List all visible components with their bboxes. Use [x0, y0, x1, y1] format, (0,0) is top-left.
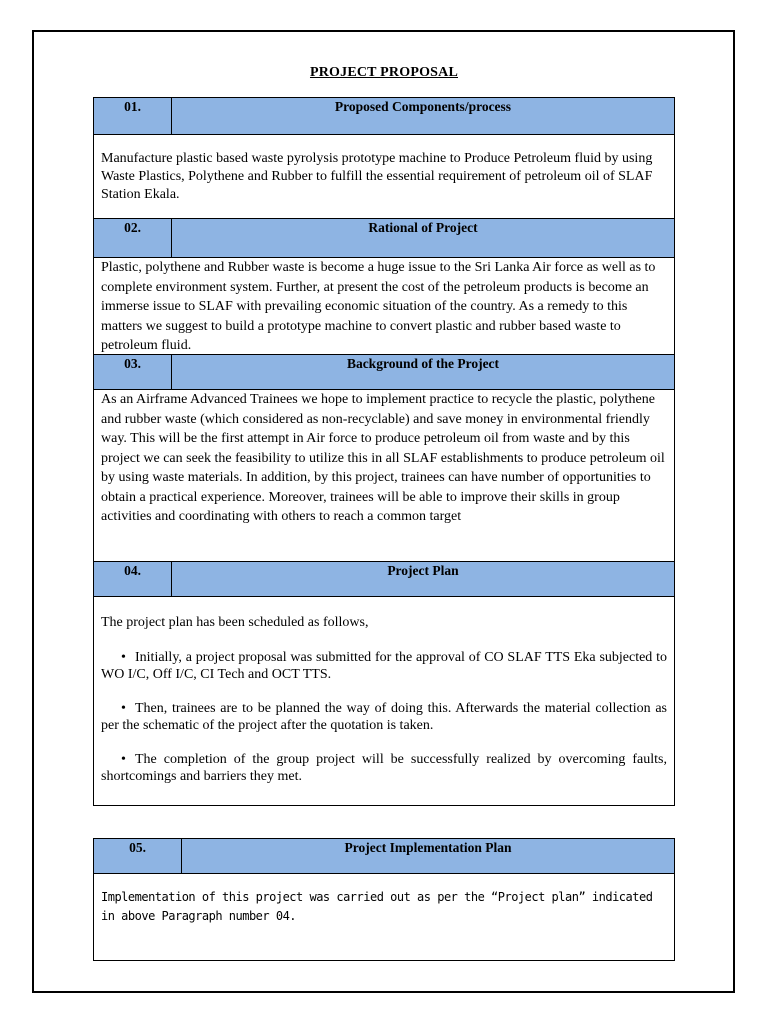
section-body: Manufacture plastic based waste pyrolysis prototype machine to Produce Petroleum fluid by using Waste Plastics, Polythene and Rubber to fulfill the essential requirement of petroleum oil of SLAF Station Ekala. [101, 151, 653, 202]
section-header [94, 355, 674, 390]
section-03 [93, 354, 675, 562]
plan-bullet-list [101, 649, 667, 786]
section-heading: Project Plan [387, 563, 459, 578]
section-header [94, 98, 674, 135]
section-heading: Proposed Components/process [334, 99, 512, 114]
bullet-icon: • [121, 649, 126, 665]
page-title: PROJECT PROPOSAL [309, 65, 458, 80]
section-body: Implementation of this project was carried out as per the “Project plan” indicated in above Paragraph number 04. [101, 890, 653, 923]
section-05 [93, 838, 675, 961]
section-heading: Background of the Project [346, 356, 500, 371]
section-number: 01. [94, 98, 172, 134]
section-body: As an Airframe Advanced Trainees we hope to implement practice to recycle the plastic, polythene and rubber waste (which considered as non-recyclable) and save money in environmental friendly way. This will be the first attempt in Air force to produce petroleum oil from waste and by this project we can seek the feasibility to utilize this in all SLAF establishments to produce petroleum oil by using waste materials. In addition, by this project, trainees can have number of opportunities to obtain a practical experience. Moreover, trainees will be able to improve their skills in group activities and coordinating with others to reach a common target [101, 392, 665, 524]
section-04 [93, 561, 675, 806]
list-item: • Initially, a project proposal was submitted for the approval of CO SLAF TTS Eka subjected to WO I/C, Off I/C, CI Tech and OCT TTS. [101, 649, 667, 682]
section-number: 05. [94, 839, 182, 873]
section-number: 04. [94, 562, 172, 596]
bullet-icon: • [121, 751, 126, 767]
section-body: Plastic, polythene and Rubber waste is become a huge issue to the Sri Lanka Air force as well as to complete environment system. Further, at present the cost of the petroleum products is become an immerse issue to SLAF with prevailing economic situation of the country. As a remedy to this matters we suggest to build a prototype machine to convert plastic and rubber based waste to petroleum fluid. [101, 260, 656, 353]
section-01 [93, 97, 675, 219]
section-number: 02. [94, 219, 172, 257]
section-header [94, 219, 674, 258]
section-02 [93, 218, 675, 355]
section-header [94, 839, 674, 874]
section-body [94, 597, 674, 786]
bullet-icon: • [121, 700, 126, 716]
section-heading: Project Implementation Plan [344, 840, 512, 855]
section-header [94, 562, 674, 597]
list-item: • The completion of the group project will be successfully realized by overcoming faults, shortcomings and barriers they met. [101, 751, 667, 784]
plan-intro: The project plan has been scheduled as follows, [101, 615, 369, 630]
section-heading: Rational of Project [368, 220, 478, 235]
section-number: 03. [94, 355, 172, 389]
list-item: • Then, trainees are to be planned the way of doing this. Afterwards the material collection as per the schematic of the project after the quotation is taken. [101, 700, 667, 733]
